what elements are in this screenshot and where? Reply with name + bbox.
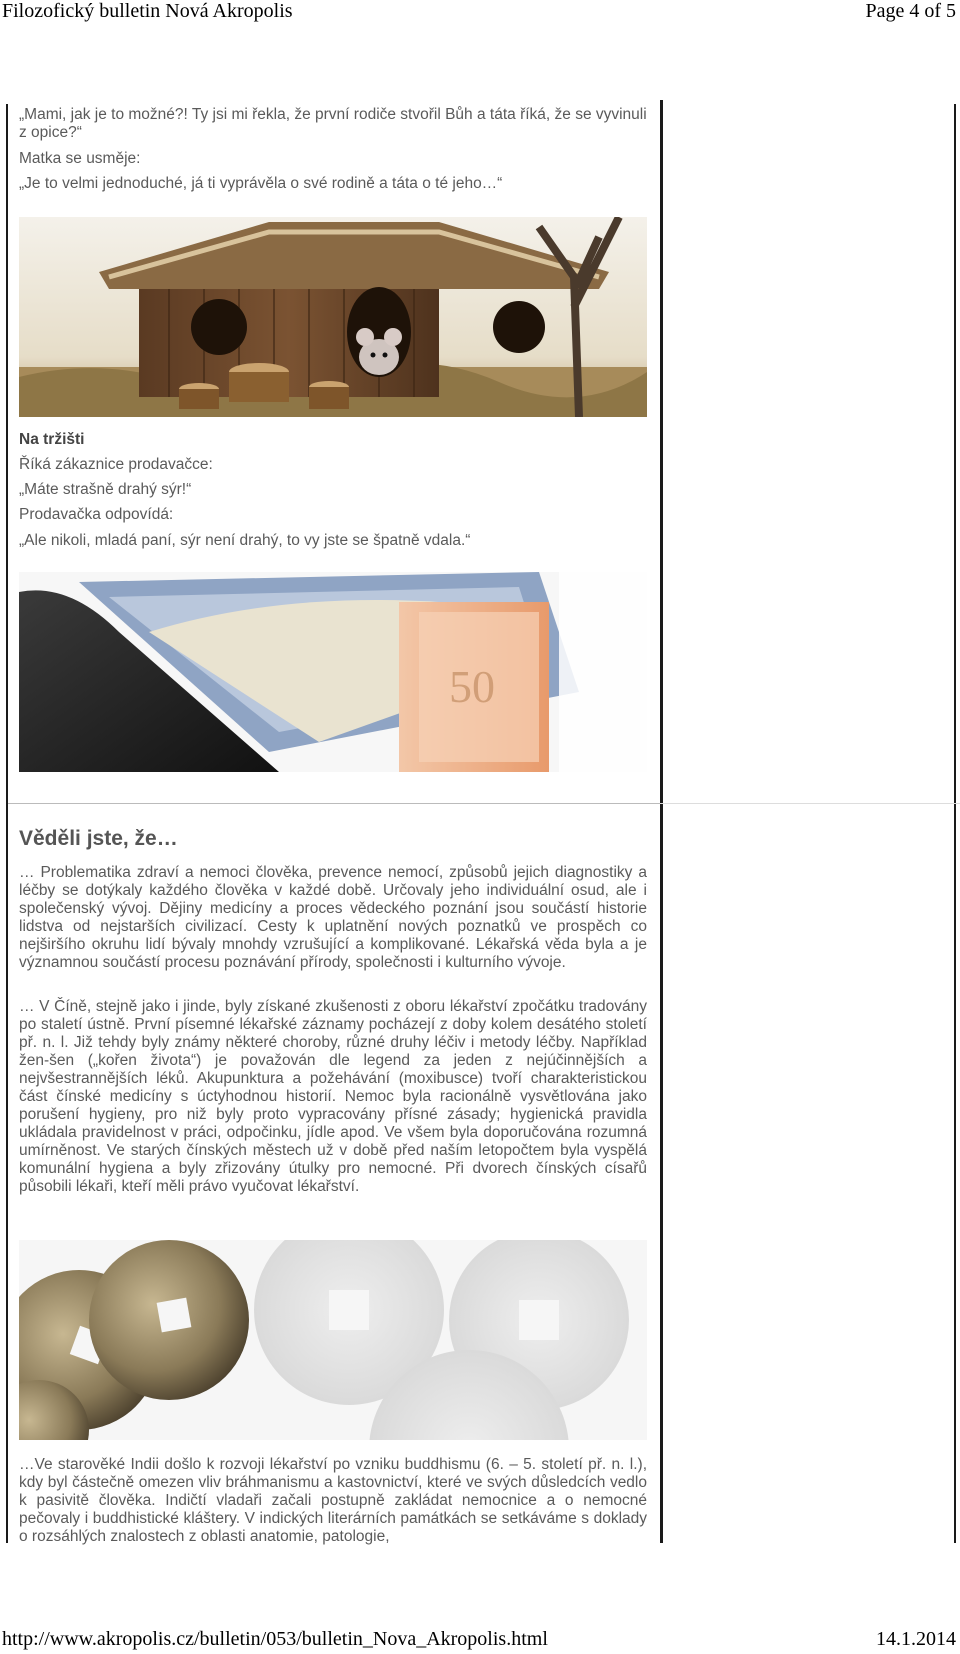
house-image	[19, 217, 647, 417]
section-divider	[8, 803, 660, 804]
print-date: 14.1.2014	[876, 1628, 956, 1650]
far-right-border	[954, 104, 956, 1543]
joke2-line3: Prodavačka odpovídá:	[19, 506, 174, 523]
joke2-line4: „Ale nikoli, mladá paní, sýr není drahý, to vy jste se špatně vdala.“	[19, 532, 471, 549]
section-paragraph-1: … Problematika zdraví a nemoci člověka, prevence nemocí, způsobů jejich diagnostiky a léčby se dotýkaly každého člověka v každé době. Určovaly jeho individuální osud, ale i společenský vývoj. Dějiny medicíny a proces vědeckého poznání jsou součástí historie lidstva od nejstarších civilizací. Cesty k uplatnění nových poznatků ve prospěch co nejširšího okruhu lidí bývaly mnohdy vzrušující a komplikované. Lékařská věda byla a je významnou součástí procesu poznávání přírody, společnosti i kulturního vývoje.	[19, 864, 647, 971]
joke2-line2: „Máte strašně drahý sýr!“	[19, 481, 192, 498]
section-divider-right	[660, 803, 960, 804]
wallet-image	[19, 572, 647, 772]
svg-text:50: 50	[449, 661, 495, 712]
print-header	[0, 0, 960, 26]
coins-image	[19, 1240, 647, 1440]
joke2-title: Na tržišti	[19, 431, 85, 448]
right-border	[660, 100, 663, 1543]
joke2-line1: Říká zákaznice prodavačce:	[19, 456, 213, 473]
joke1-line1: „Mami, jak je to možné?! Ty jsi mi řekla, že první rodiče stvořil Bůh a táta říká, že se vyvinuli z opice?“	[19, 106, 647, 141]
section-heading: Věděli jste, že…	[19, 827, 178, 850]
joke1-line3: „Je to velmi jednoduché, já ti vyprávěla o své rodině a táta o té jeho…“	[19, 175, 503, 192]
left-border	[6, 104, 8, 1543]
section-paragraph-2: … V Číně, stejně jako i jinde, byly získané zkušenosti z oboru lékařství zpočátku tradovány po staletí ústně. První písemné lékařské záznamy pocházejí z doby kolem desátého století př. n. l. Již tehdy byly známy některé choroby, různé druhy léčiv i metody léčby. Například žen-šen („kořen života“) je považován dle legend za jeden z nejúčinnějších a nejvšestrannějších léků. Akupunktura a požehávání (moxibusce) tvoří charakteristickou část čínské medicíny s úctyhodnou historií. Nemoc byla racionálně vysvětlována jako porušení hygieny, pro niž byly proto vypracovány přísné zásady; hygienická pravidla ukládala pravidelnost v práci, odpočinku, jídle apod. Ve všem byla doporučována rozumná umírněnost. Ve starých čínských městech už v době před naším letopočtem byla vyspělá komunální hygiena a byly zřizovány útulky pro nemocné. Při dvorech čínských císařů působili lékaři, kteří měli právo vyučovat lékařství.	[19, 998, 647, 1195]
page-url: http://www.akropolis.cz/bulletin/053/bulletin_Nova_Akropolis.html	[2, 1628, 548, 1650]
section-paragraph-3: …Ve starověké Indii došlo k rozvoji lékařství po vzniku buddhismu (6. – 5. století př. n. l.), kdy byl částečně omezen vliv bráhmanismu a kastovnictví, které ve svých důsledcích vedlo k pasivitě člověka. Indičtí vladaři začali postupně zakládat nemocnice a o nemocné pečovaly i buddhistické kláštery. V indických literárních památkách se setkáváme s doklady o rozsáhlých znalostech z oblasti anatomie, patologie,	[19, 1456, 647, 1545]
document-title: Filozofický bulletin Nová Akropolis	[2, 0, 293, 22]
page-number: Page 4 of 5	[865, 0, 956, 22]
coins-illustration	[19, 1240, 647, 1440]
wallet-illustration	[19, 572, 647, 772]
joke1-line2: Matka se usměje:	[19, 150, 141, 167]
house-illustration	[19, 217, 647, 417]
print-footer	[0, 1628, 960, 1652]
